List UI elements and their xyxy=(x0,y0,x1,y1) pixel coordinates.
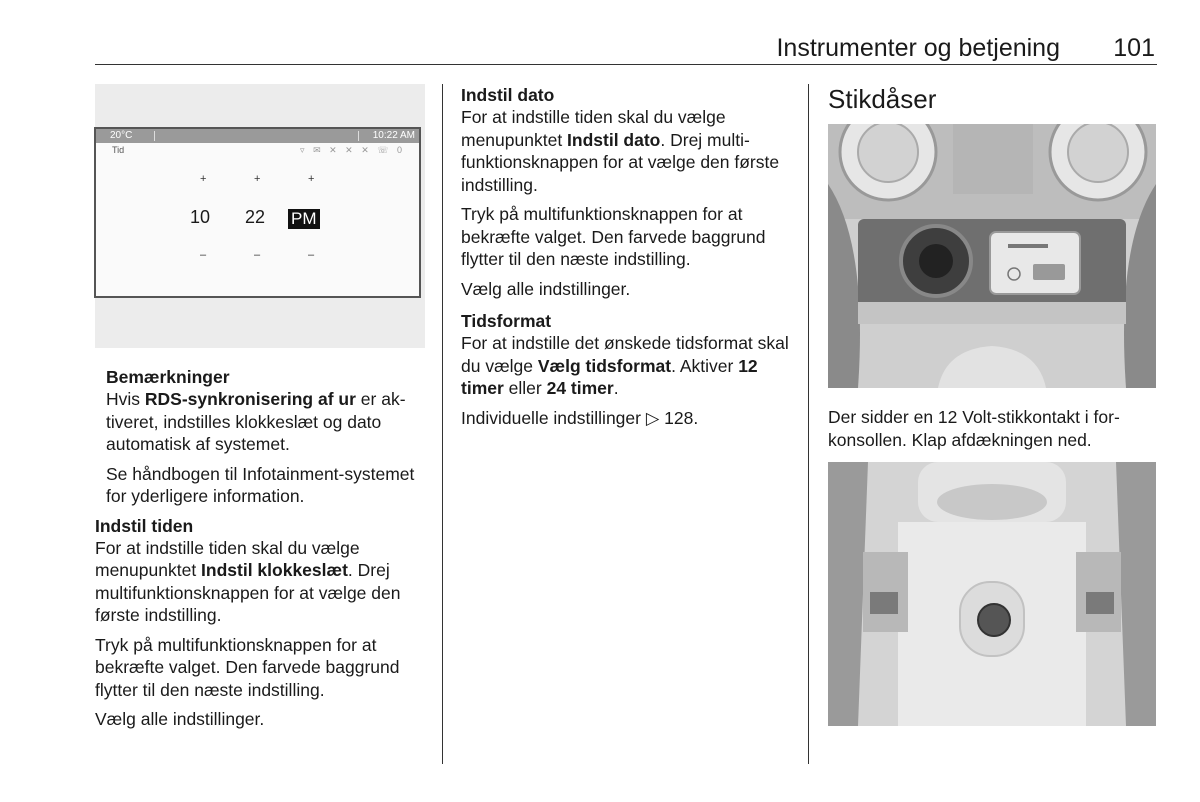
hour-minus-icon: – xyxy=(200,249,207,261)
text-bold: 12 timer xyxy=(461,355,758,398)
screen-temperature: 20°C xyxy=(110,130,133,141)
text: Individuelle indstillinger xyxy=(461,407,646,428)
header-rule xyxy=(95,64,1157,65)
hour-plus-icon: + xyxy=(200,173,207,185)
text-bold: Indstil klokkeslæt xyxy=(201,560,348,580)
screen-label: Tid xyxy=(112,145,125,155)
note-heading: Bemærkninger xyxy=(106,367,230,387)
caption-block xyxy=(828,406,1160,458)
note-block xyxy=(95,366,427,508)
ampm-value: PM xyxy=(288,209,320,229)
text: For at indstille tiden skal du vælge menupunktet xyxy=(461,107,726,150)
time-paragraph-3: Vælg alle indstillinger. xyxy=(95,709,265,729)
time-paragraph-2: Tryk på multifunktionsknappen for at bekræfte valget. Den farvede baggrund flytter til den næste indstilling. xyxy=(95,634,400,700)
screen-status-bar xyxy=(96,129,419,143)
date-heading: Indstil dato xyxy=(461,85,555,105)
minute-minus-icon: – xyxy=(254,249,261,261)
text: . Drej multifunktionsknappen for at vælge den første indstilling. xyxy=(95,560,401,625)
column-divider-right xyxy=(808,84,809,764)
cross-reference-arrow-icon: ▷ xyxy=(645,407,660,428)
note-paragraph-2: Se håndbogen til Infotainment-systemet for yderligere information. xyxy=(106,463,415,506)
text: . xyxy=(613,378,619,398)
text: For at indstille tiden skal du vælge menupunktet xyxy=(95,537,360,580)
page-number: 101 xyxy=(1113,34,1155,62)
hour-value: 10 xyxy=(190,207,211,227)
text-bold: 24 timer xyxy=(546,378,614,398)
ampm-plus-icon: + xyxy=(308,173,315,185)
cross-reference-page: 128. xyxy=(659,407,699,428)
note-paragraph-1 xyxy=(106,388,427,456)
format-heading: Tidsformat xyxy=(461,311,552,331)
text-bold: Indstil dato xyxy=(567,129,661,150)
date-paragraph-2: Tryk på multifunktionsknappen for at bekræfte valget. Den farvede baggrund flytter til den næste indstilling. xyxy=(461,204,766,269)
right-column xyxy=(828,84,1158,122)
format-paragraph-1 xyxy=(461,332,793,400)
section-heading: Stikdåser xyxy=(828,84,937,114)
column-divider-left xyxy=(442,84,443,764)
infotainment-screen-figure xyxy=(94,127,421,298)
left-column xyxy=(95,366,427,738)
minute-plus-icon: + xyxy=(254,173,261,185)
page-running-title: Instrumenter og betjening xyxy=(776,34,1060,62)
socket-photo-2 xyxy=(828,462,1156,726)
minute-value: 22 xyxy=(245,207,266,227)
text: er aktiveret, indstilles klokkeslæt og dato automatisk af systemet. xyxy=(106,389,406,454)
date-paragraph-3: Vælg alle indstillinger. xyxy=(461,278,631,299)
socket-photo-1-drawing xyxy=(828,124,1156,388)
text: . Drej multifunktionsknappen for at vælge den første indstilling. xyxy=(461,129,780,195)
screen-status-icons: ▿ ✉ ✕ ✕ ✕ ☏ 0 xyxy=(300,145,405,155)
status-separator xyxy=(358,131,359,141)
ampm-minus-icon: – xyxy=(308,249,315,261)
text-bold: Vælg tidsformat xyxy=(537,355,672,376)
text: Hvis xyxy=(106,389,145,409)
text: eller xyxy=(503,378,547,398)
time-paragraph-1 xyxy=(95,537,427,627)
text: . Aktiver xyxy=(671,355,739,376)
time-heading: Indstil tiden xyxy=(95,515,194,536)
socket-caption: Der sidder en 12 Volt-stikkontakt i forkonsollen. Klap afdækningen ned. xyxy=(828,407,1120,450)
format-paragraph-2 xyxy=(461,407,793,430)
status-separator xyxy=(154,131,155,141)
middle-column xyxy=(461,84,793,436)
date-paragraph-1 xyxy=(461,106,793,196)
screen-clock: 10:22 AM xyxy=(372,130,415,141)
socket-photo-1 xyxy=(828,124,1156,388)
text-bold: RDS-synkronisering af ur xyxy=(144,389,356,409)
text: For at indstille det ønskede tidsformat skal du vælge xyxy=(461,333,789,376)
socket-photo-2-drawing xyxy=(828,462,1156,726)
